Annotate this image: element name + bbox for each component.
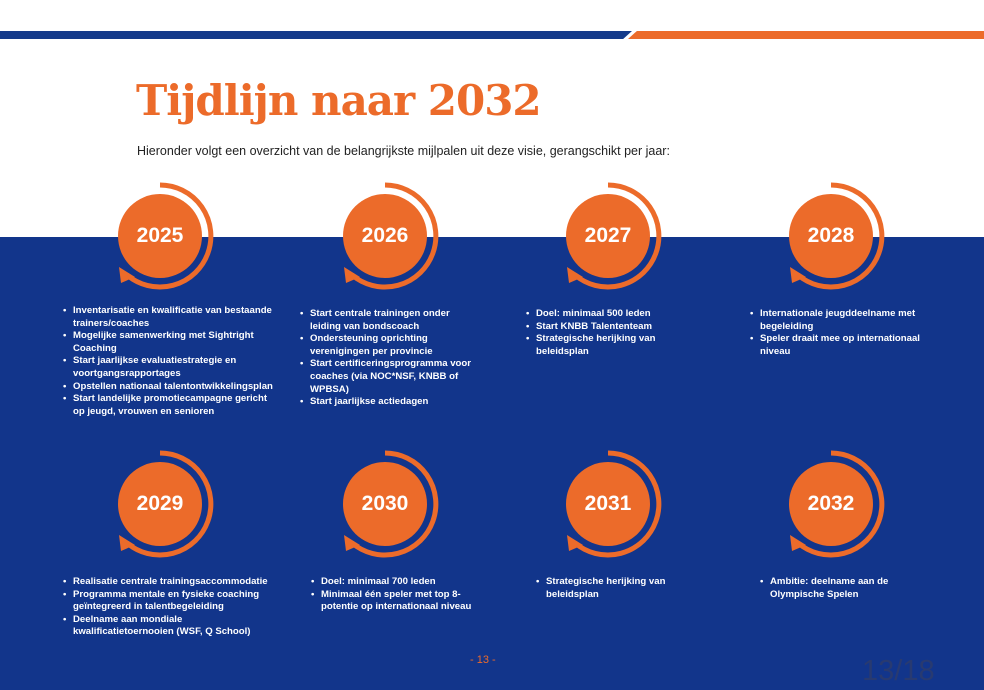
list-item: • Minimaal één speler met top 8-potentie op internationaal niveau — [311, 589, 496, 614]
header-stripe-orange — [628, 31, 984, 39]
list-item: • Mogelijke samenwerking met Sightright Coaching — [63, 330, 273, 355]
milestone-list-2027 — [526, 308, 686, 358]
list-item: • Strategische herijking van beleidsplan — [526, 333, 686, 358]
milestone-list-2032 — [760, 576, 910, 601]
milestone-year: 2032 — [807, 492, 855, 515]
list-item: • Inventarisatie en kwalificatie van bestaande trainers/coaches — [63, 305, 273, 330]
milestone-list-2030 — [311, 576, 496, 614]
list-item: • Start centrale trainingen onder leiding van bondscoach — [300, 308, 480, 333]
list-item: • Start certificeringsprogramma voor coaches (via NOC*NSF, KNBB of WPBSA) — [300, 358, 480, 396]
page-number: - 13 - — [470, 654, 496, 666]
milestone-circle-2029 — [105, 449, 235, 579]
page-counter: 13/18 — [862, 655, 935, 687]
page-subtitle: Hieronder volgt een overzicht van de belangrijkste mijlpalen uit deze visie, gerangschikt per jaar: — [137, 144, 670, 158]
milestone-circle-2031 — [553, 449, 683, 579]
list-item: • Internationale jeugddeelname met begeleiding — [750, 308, 940, 333]
page-title: Tijdlijn naar 2032 — [136, 76, 541, 125]
milestone-year: 2025 — [136, 224, 184, 247]
milestone-year: 2028 — [807, 224, 855, 247]
list-item: • Deelname aan mondiale kwalificatietoernooien (WSF, Q School) — [63, 614, 285, 639]
milestone-circle-2032 — [776, 449, 906, 579]
header-stripe-blue — [0, 31, 632, 39]
milestone-list-2028 — [750, 308, 940, 358]
milestone-list-2026 — [300, 308, 480, 409]
list-item: • Speler draait mee op internationaal niveau — [750, 333, 940, 358]
milestone-circle-2030 — [330, 449, 460, 579]
milestone-circle-2027 — [553, 181, 683, 311]
list-item: • Strategische herijking van beleidsplan — [536, 576, 686, 601]
list-item: • Doel: minimaal 500 leden — [526, 308, 686, 321]
milestone-year: 2027 — [584, 224, 632, 247]
milestone-circle-2025 — [105, 181, 235, 311]
list-item: • Opstellen nationaal talentontwikkelingsplan — [63, 381, 273, 394]
list-item: • Programma mentale en fysieke coaching geïntegreerd in talentbegeleiding — [63, 589, 285, 614]
list-item: • Start KNBB Talententeam — [526, 321, 686, 334]
milestone-year: 2030 — [361, 492, 409, 515]
milestone-circle-2028 — [776, 181, 906, 311]
list-item: • Start jaarlijkse actiedagen — [300, 396, 480, 409]
milestone-year: 2031 — [584, 492, 632, 515]
milestone-list-2029 — [63, 576, 285, 639]
milestone-list-2031 — [536, 576, 686, 601]
milestone-year: 2029 — [136, 492, 184, 515]
list-item: • Realisatie centrale trainingsaccommodatie — [63, 576, 285, 589]
milestone-circle-2026 — [330, 181, 460, 311]
list-item: • Start jaarlijkse evaluatiestrategie en voortgangsrapportages — [63, 355, 273, 380]
list-item: • Start landelijke promotiecampagne gericht op jeugd, vrouwen en senioren — [63, 393, 273, 418]
list-item: • Ondersteuning oprichting verenigingen per provincie — [300, 333, 480, 358]
milestone-list-2025 — [63, 305, 273, 418]
milestone-year: 2026 — [361, 224, 409, 247]
list-item: • Doel: minimaal 700 leden — [311, 576, 496, 589]
list-item: • Ambitie: deelname aan de Olympische Spelen — [760, 576, 910, 601]
